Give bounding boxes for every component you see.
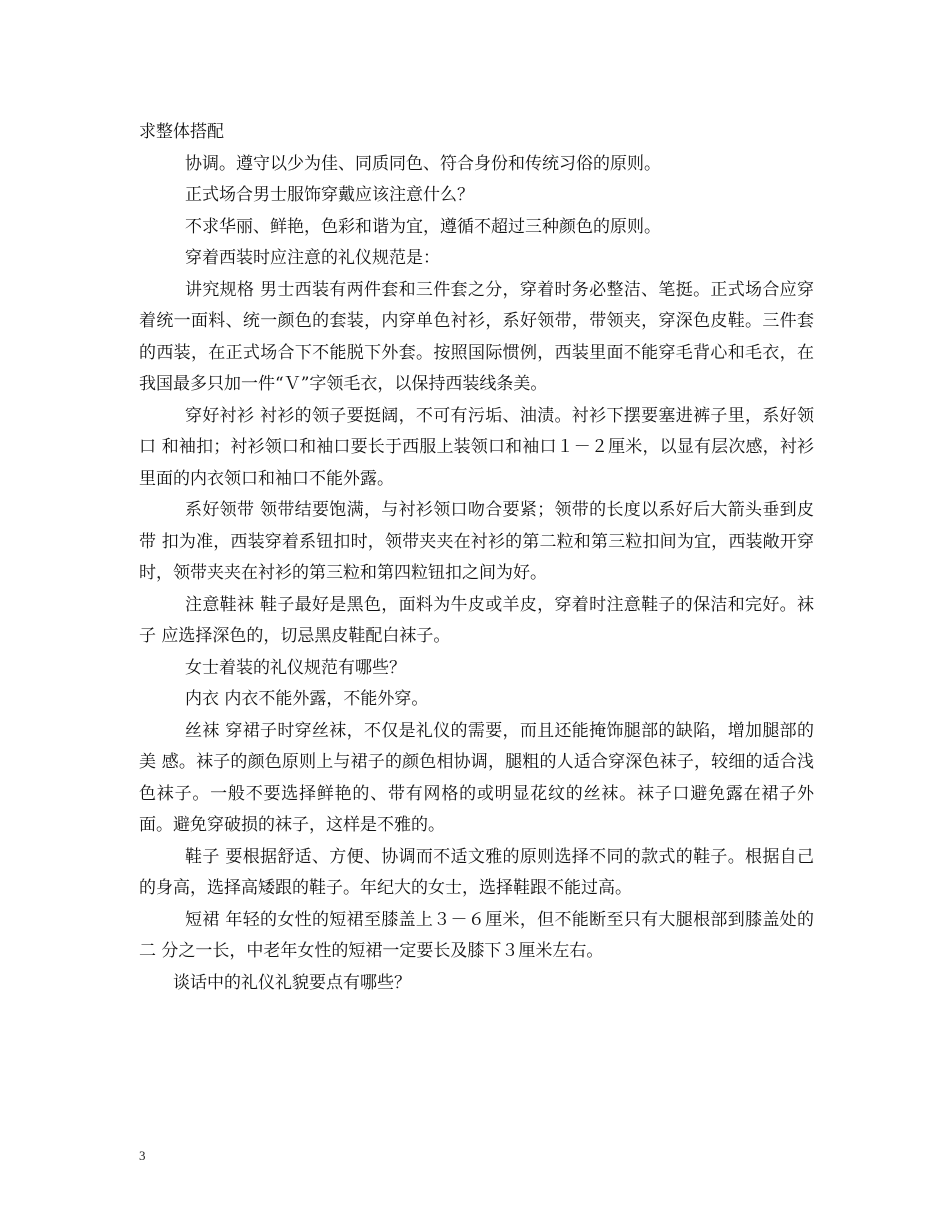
paragraph-suit-standards: 讲究规格 男士西装有两件套和三件套之分，穿着时务必整洁、笔挺。正式场合应穿 着统一面料、统一颜色的套装，内穿单色衬衫，系好领带，带领夹，穿深色皮鞋。三件套的西装，在正式场合下不能脱下外套。按照国际惯例，西装里面不能穿毛背心和毛衣，在我国最多只加一件“Ｖ”字领毛衣，以保持西装线条美。 bbox=[139, 279, 814, 394]
heading-suit-etiquette: 穿着西装时应注意的礼仪规范是： bbox=[185, 248, 440, 268]
paragraph-stockings: 丝袜 穿裙子时穿丝袜，不仅是礼仪的需要，而且还能掩饰腿部的缺陷，增加腿部的美 感。袜子的颜色原则上与裙子的颜色相协调，腿粗的人适合穿深色袜子，较细的适合浅色袜子。一般不要选择鲜艳的、带有网格的或明显花纹的丝袜。袜子口避免露在裙子外面。避免穿破损的袜子，这样是不雅的。 bbox=[139, 720, 814, 835]
paragraph-skirt: 短裙 年轻的女性的短裙至膝盖上３－６厘米，但不能断至只有大腿根部到膝盖处的二 分之一长，中老年女性的短裙一定要长及膝下３厘米左右。 bbox=[139, 909, 814, 961]
paragraph-underwear: 内衣 内衣不能外露，不能外穿。 bbox=[185, 689, 429, 709]
question-conversation-etiquette: 谈话中的礼仪礼貌要点有哪些？ bbox=[173, 972, 411, 993]
paragraph-women-shoes: 鞋子 要根据舒适、方便、协调而不适文雅的原则选择不同的款式的鞋子。根据自己的身高，选择高矮跟的鞋子。年纪大的女士，选择鞋跟不能过高。 bbox=[139, 846, 814, 898]
question-men-formal-dress: 正式场合男士服饰穿戴应该注意什么？ bbox=[185, 185, 474, 205]
page-number: 3 bbox=[139, 1148, 146, 1163]
paragraph-shoes-socks: 注意鞋袜 鞋子最好是黑色，面料为牛皮或羊皮，穿着时注意鞋子的保洁和完好。袜子 应选择深色的，切忌黑皮鞋配白袜子。 bbox=[139, 594, 814, 646]
paragraph-continuation: 求整体搭配 bbox=[139, 122, 224, 142]
answer-men-formal-dress: 不求华丽、鲜艳，色彩和谐为宜，遵循不超过三种颜色的原则。 bbox=[185, 216, 661, 237]
paragraph-shirt: 穿好衬衫 衬衫的领子要挺阔，不可有污垢、油渍。衬衫下摆要塞进裤子里，系好领口 和袖扣；衬衫领口和袖口要长于西服上装领口和袖口１－２厘米，以显有层次感，衬衫里面的内衣领口和袖口不能外露。 bbox=[139, 405, 814, 489]
paragraph-tie: 系好领带 领带结要饱满，与衬衫领口吻合要紧；领带的长度以系好后大箭头垂到皮带 扣为准，西装穿着系钮扣时，领带夹夹在衬衫的第二粒和第三粒扣间为宜，西装敞开穿时，领带夹夹在衬衫的第三粒和第四粒钮扣之间为好。 bbox=[139, 500, 814, 583]
question-women-dress: 女士着装的礼仪规范有哪些？ bbox=[185, 657, 406, 678]
document-body bbox=[139, 117, 814, 999]
paragraph-accessory-principle: 协调。遵守以少为佳、同质同色、符合身份和传统习俗的原则。 bbox=[185, 153, 661, 174]
